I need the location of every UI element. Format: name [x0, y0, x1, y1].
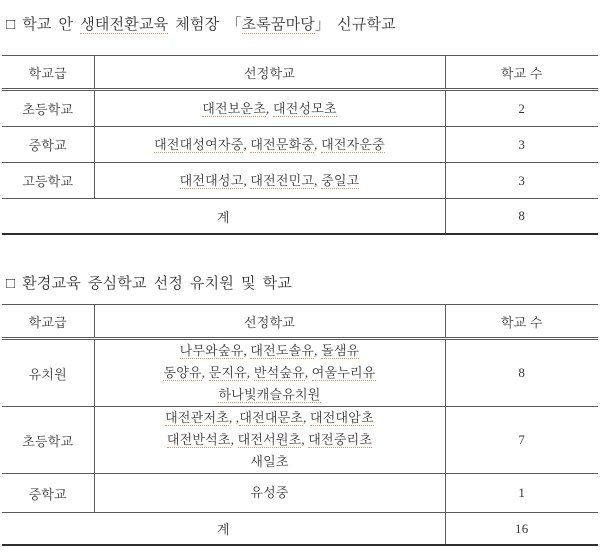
- col-header-selected-schools: 선정학교: [94, 56, 445, 90]
- text-segment: 체험장 「: [168, 17, 242, 33]
- text-segment: ,: [230, 432, 238, 447]
- col-header-selected-schools: 선정학교: [94, 305, 445, 339]
- text-segment: ,: [314, 343, 322, 358]
- spellcheck-underlined-text: 중일고: [321, 172, 360, 188]
- school-level-cell: 유치원: [2, 339, 94, 407]
- spellcheck-underlined-text: 대전대성고: [179, 172, 244, 188]
- text-segment: 새일초: [250, 454, 289, 469]
- text-segment: 」 신규학교: [314, 17, 396, 33]
- table-row-high: [2, 163, 598, 199]
- text-segment: ,: [243, 343, 251, 358]
- school-count-cell: 3: [445, 127, 598, 163]
- spellcheck-underlined-text: 문지유: [208, 365, 247, 380]
- total-row: [2, 513, 598, 546]
- spellcheck-underlined-text: 대전전민고: [250, 172, 315, 188]
- spellcheck-underlined-text: 대전대성여자중: [154, 136, 244, 152]
- text-segment: □ 환경교육 중심학교 선정 유치원 및 학교: [6, 276, 293, 292]
- text-segment: ,: [266, 100, 273, 116]
- text-segment: ,: [314, 172, 322, 188]
- school-names-line: [95, 429, 445, 451]
- school-level-cell: 초등학교: [2, 90, 94, 127]
- spellcheck-underlined-text: 대전보운초: [202, 100, 267, 116]
- table-row-middle: [2, 474, 598, 513]
- school-names-line: [95, 362, 445, 384]
- section-title-env-education: [6, 273, 598, 295]
- school-level-cell: 중학교: [2, 127, 94, 163]
- text-segment: ,: [314, 136, 322, 152]
- col-header-school-level: 학교급: [2, 56, 94, 90]
- col-header-school-count: 학교 수: [445, 56, 598, 90]
- text-segment: ,: [243, 136, 251, 152]
- school-names-line: [95, 451, 445, 473]
- school-names-line: [95, 340, 445, 362]
- text-segment: □ 학교 안: [6, 17, 81, 33]
- school-level-cell: 고등학교: [2, 163, 94, 199]
- spellcheck-underlined-text: 동양유: [163, 365, 202, 380]
- text-segment: ,: [304, 365, 312, 380]
- table-row-elementary: [2, 90, 598, 127]
- spellcheck-underlined-text: 대전중리초: [308, 432, 373, 447]
- header-row: [2, 56, 598, 90]
- text-segment: 유성중: [250, 485, 289, 500]
- text-segment: , ,: [228, 410, 240, 425]
- spellcheck-underlined-text: 대전문화중: [250, 136, 315, 152]
- school-names-line: [95, 384, 445, 406]
- text-segment: ,: [303, 410, 311, 425]
- total-row: [2, 199, 598, 235]
- section-title-eco-experience: [6, 14, 598, 36]
- text-segment: ,: [246, 365, 254, 380]
- selected-schools-cell: [94, 407, 445, 474]
- spellcheck-underlined-text: 돌샘유: [321, 343, 360, 358]
- spellcheck-underlined-text: 생태전환교육: [80, 17, 169, 33]
- table-row-kindergarten: [2, 339, 598, 407]
- spellcheck-underlined-text: 대전성모초: [272, 100, 337, 116]
- table-row-elementary: [2, 407, 598, 474]
- table-row-middle: [2, 127, 598, 163]
- spellcheck-underlined-text: 반석숲유: [253, 365, 305, 380]
- selected-schools-cell: [94, 163, 445, 199]
- spellcheck-underlined-text: 대전도솔유: [250, 343, 315, 358]
- school-count-cell: 8: [445, 339, 598, 407]
- spellcheck-underlined-text: 대전대문초: [239, 410, 304, 425]
- school-level-cell: 초등학교: [2, 407, 94, 474]
- total-label-cell: 계: [2, 199, 445, 235]
- selected-schools-cell: [94, 474, 445, 513]
- col-header-school-count: 학교 수: [445, 305, 598, 339]
- spellcheck-underlined-text: 나무와숲유: [179, 343, 244, 358]
- school-names-line: [95, 134, 445, 156]
- total-count-cell: 16: [515, 520, 529, 536]
- selected-schools-cell: [94, 127, 445, 163]
- spellcheck-underlined-text: 대전대암초: [310, 410, 374, 425]
- selected-schools-cell: [94, 90, 445, 127]
- total-count-cell: 8: [518, 208, 526, 223]
- eco-experience-table: [2, 55, 598, 235]
- total-label-cell: 계: [2, 513, 445, 546]
- school-names-line: [95, 482, 445, 504]
- spellcheck-underlined-text: 하나빛캐슬유치원: [218, 387, 321, 402]
- spellcheck-underlined-text: 초록꿈마당: [241, 17, 315, 33]
- school-count-cell: 2: [445, 90, 598, 127]
- school-level-cell: 중학교: [2, 474, 94, 513]
- header-row: [2, 305, 598, 339]
- spellcheck-underlined-text: 대전관저초: [165, 410, 229, 425]
- spellcheck-underlined-text: 대전반석초: [166, 432, 231, 447]
- text-segment: ,: [243, 172, 251, 188]
- school-names-line: [95, 170, 445, 192]
- env-education-table: [2, 304, 598, 546]
- text-segment: ,: [301, 432, 309, 447]
- col-header-school-level: 학교급: [2, 305, 94, 339]
- text-segment: ,: [201, 365, 209, 380]
- selected-schools-cell: [94, 339, 445, 407]
- spellcheck-underlined-text: 대전자운중: [321, 136, 385, 152]
- school-names-line: [95, 407, 445, 429]
- school-count-cell: 3: [445, 163, 598, 199]
- school-count-cell: 1: [445, 474, 598, 513]
- school-names-line: [95, 98, 445, 120]
- spellcheck-underlined-text: 대전서원초: [237, 432, 302, 447]
- school-count-cell: 7: [445, 407, 598, 474]
- spellcheck-underlined-text: 여울누리유: [311, 365, 376, 380]
